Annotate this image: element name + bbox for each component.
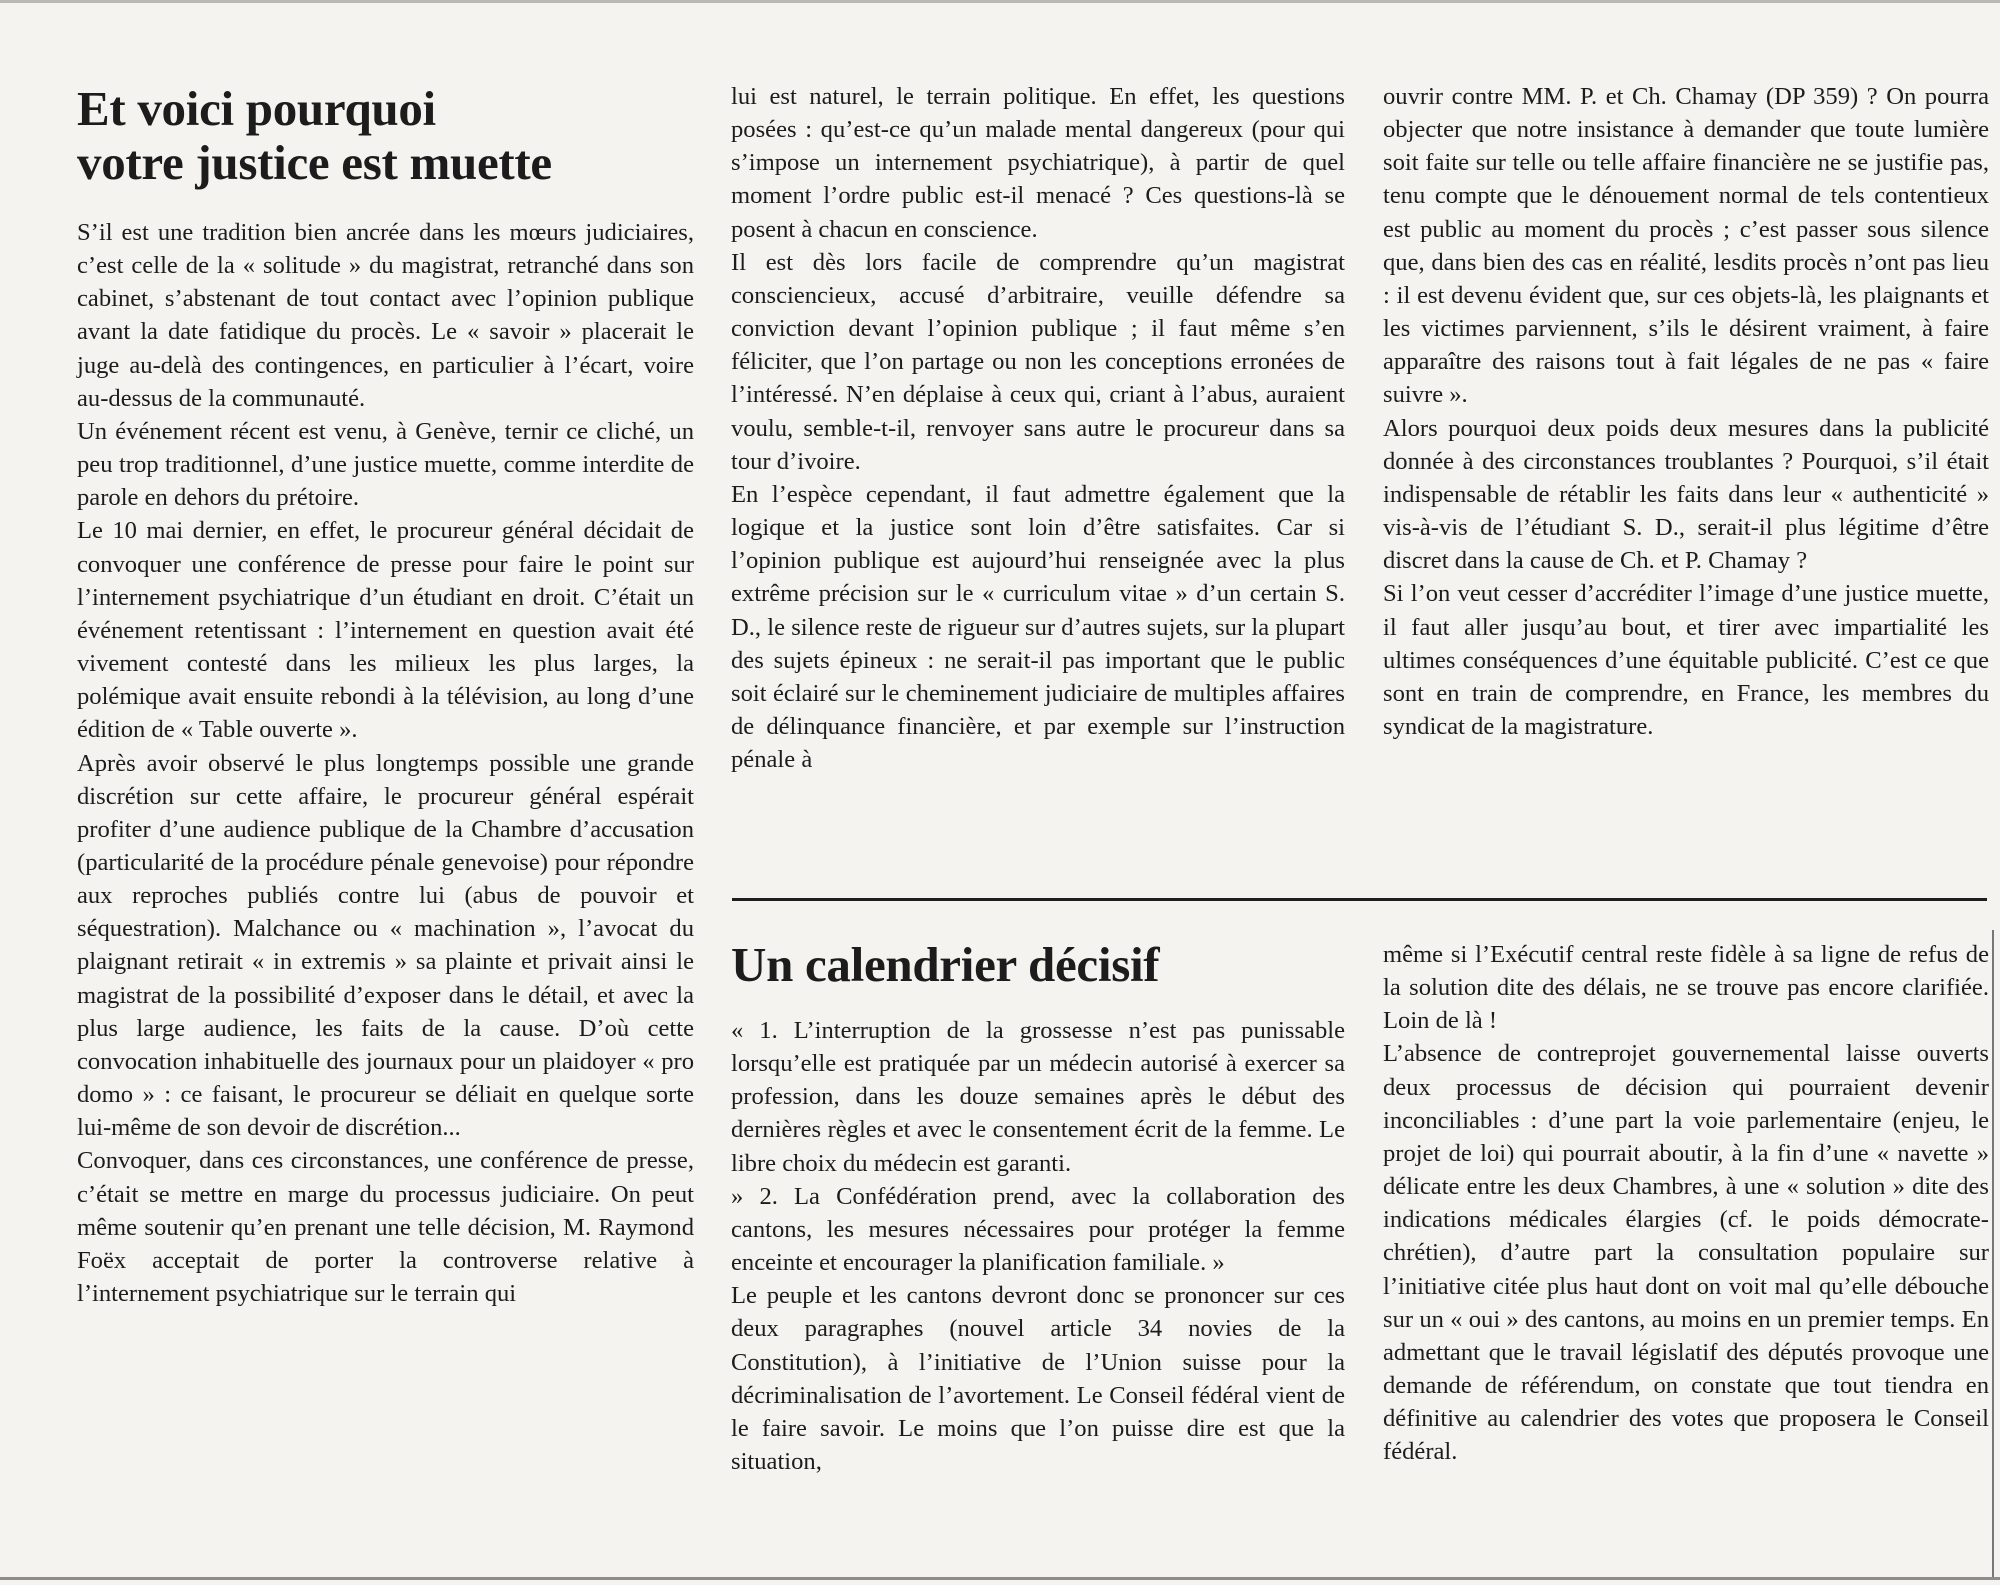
article1-paragraph: Il est dès lors facile de comprendre qu’un magistrat consciencieux, accusé d’arbitraire, veuille défendre sa conviction devant l’opinion publique ; il faut même s’en féliciter, que l’on partage ou non les conceptions erronées de l’intéressé. N’en déplaise à ceux qui, criant à l’abus, auraient voulu, semble-t-il, renvoyer sans autre le procureur dans sa tour d’ivoire. [731,248,1345,475]
page-bottom-edge [0,1577,2000,1580]
article1-headline [77,82,694,190]
article1-headline-line-1: Et voici pourquoi [77,81,436,136]
article2-headline: Un calendrier décisif [731,937,1160,992]
article1-paragraph: ouvrir contre MM. P. et Ch. Chamay (DP 359) ? On pourra objecter que notre insistance à demander que toute lumière soit faite sur telle ou telle affaire financière ne se justifie pas, tenu compte que le dénouement normal de tels contentieux est public au moment du procès ; c’est passer sous silence que, dans bien des cas en réalité, lesdits procès n’ont pas lieu : il est devenu évident que, sur ces objets-là, les plaignants et les victimes parviennent, s’ils le désirent vraiment, à faire apparaître des raisons tout à fait légales de ne pas « faire suivre ». [1383,83,1989,409]
article1-paragraph: Convoquer, dans ces circonstances, une conférence de presse, c’était se mettre en marge du processus judiciaire. On peut même soutenir qu’en prenant une telle décision, M. Raymond Foëx acceptait de porter la controverse relative à l’internement psychiatrique sur le terrain qui [77,1147,694,1307]
article2-paragraph: L’absence de contreprojet gouvernemental laisse ouverts deux processus de décision qui pourraient devenir inconciliables : d’une part la voie parlementaire (enjeu, le projet de loi) qui pourrait aboutir, à la fin d’une « navette » délicate entre les deux Chambres, à une « solution » dite des indications médicales élargies (cf. le poids démocrate-chrétien), d’autre part la consultation populaire sur l’initiative citée plus haut dont on voit mal qu’elle débouche sur un « oui » des cantons, au moins en un premier temps. En admettant que le travail législatif des députés provoque une demande de référendum, on constate que tout tiendra en définitive au calendrier des votes que proposera le Conseil fédéral. [1383,1040,1989,1466]
article1-paragraph: Alors pourquoi deux poids deux mesures dans la publicité donnée à des circonstances troublantes ? Pourquoi, s’il était indispensable de rétablir les faits dans leur « authenticité » vis-à-vis de l’étudiant S. D., serait-il plus légitime d’être discret dans la cause de Ch. et P. Chamay ? [1383,414,1989,575]
article1-paragraph: Si l’on veut cesser d’accréditer l’image d’une justice muette, il faut aller jusqu’au bout, et tirer avec impartialité les ultimes conséquences d’une équitable publicité. C’est ce que sont en train de comprendre, en France, les membres du syndicat de la magistrature. [1383,580,1989,740]
article1-paragraph: lui est naturel, le terrain politique. En effet, les questions posées : qu’est-ce qu’un malade mental dangereux (pour qui s’impose un internement psychiatrique), à partir de quel moment l’ordre public est-il menacé ? Ces questions-là se posent à chacun en conscience. [731,83,1345,243]
page-right-edge [1992,930,1994,1580]
article1-paragraph: Un événement récent est venu, à Genève, ternir ce cliché, un peu trop traditionnel, d’une justice muette, comme interdite de parole en dehors du prétoire. [77,417,694,512]
article2-paragraph: même si l’Exécutif central reste fidèle à sa ligne de refus de la solution dite des délais, ne se trouve pas encore clarifiée. Loin de là ! [1383,941,1989,1035]
article2-column-3 [1383,938,1989,1469]
article1-column-3 [1383,80,1989,743]
article1-paragraph: Le 10 mai dernier, en effet, le procureur général décidait de convoquer une conférence de presse pour faire le point sur l’internement psychiatrique d’un étudiant en droit. C’était un événement retentissant : l’internement en question avait été vivement contesté dans les milieux les plus larges, la polémique avait ensuite rebondi à la télévision, au long d’une édition de « Table ouverte ». [77,517,694,744]
article1-paragraph: Après avoir observé le plus longtemps possible une grande discrétion sur cette affaire, le procureur général espérait profiter d’une audience publique de la Chambre d’accusation (particularité de la procédure pénale genevoise) pour répondre aux reproches publiés contre lui (abus de pouvoir et séquestration). Malchance ou « machination », l’avocat du plaignant retirait « in extremis » sa plainte et privait ainsi le magistrat de la possibilité d’exposer dans le détail, et avec la plus large audience, les faits de la cause. D’où cette convocation inhabituelle des journaux pour un plaidoyer « pro domo » : ce faisant, le procureur se déliait en quelque sorte lui-même de son devoir de discrétion... [77,749,694,1142]
article1-paragraph: En l’espèce cependant, il faut admettre également que la logique et la justice sont loin d’être satisfaites. Car si l’opinion publique est aujourd’hui renseignée avec la plus extrême précision sur le « curriculum vitae » d’un certain S. D., le silence reste de rigueur sur d’autres sujets, sur la plupart des sujets épineux : ne serait-il pas important que le public soit éclairé sur le cheminement judiciaire de multiples affaires de délinquance financière, et par exemple sur l’instruction pénale à [731,480,1345,774]
article1-paragraph: S’il est une tradition bien ancrée dans les mœurs judiciaires, c’est celle de la « solitude » du magistrat, retranché dans son cabinet, s’abstenant de tout contact avec l’opinion publique avant la date fatidique du procès. Le « savoir » placerait le juge au-delà des contingences, en particulier à l’écart, voire au-dessus de la communauté. [77,219,694,412]
article1-headline-line-2: votre justice est muette [77,135,552,190]
page-top-edge [0,0,2000,3]
article2-paragraph: » 2. La Confédération prend, avec la collaboration des cantons, les mesures nécessaires pour protéger la femme enceinte et encourager la planification familiale. » [731,1182,1345,1277]
article1-column-1 [77,82,694,1310]
article2-column-2 [731,938,1345,1478]
article1-column-2 [731,80,1345,776]
article2-paragraph: Le peuple et les cantons devront donc se prononcer sur ces deux paragraphes (nouvel article 34 novies de la Constitution), à l’initiative de l’Union suisse pour la décriminalisation de l’avortement. Le Conseil fédéral vient de le faire savoir. Le moins que l’on puisse dire est que la situation, [731,1282,1345,1476]
article2-paragraph: « 1. L’interruption de la grossesse n’est pas punissable lorsqu’elle est pratiquée par un médecin autorisé à exercer sa profession, dans les douze semaines après le début des dernières règles et avec le consentement écrit de la femme. Le libre choix du médecin est garanti. [731,1017,1345,1177]
section-divider [732,898,1987,901]
